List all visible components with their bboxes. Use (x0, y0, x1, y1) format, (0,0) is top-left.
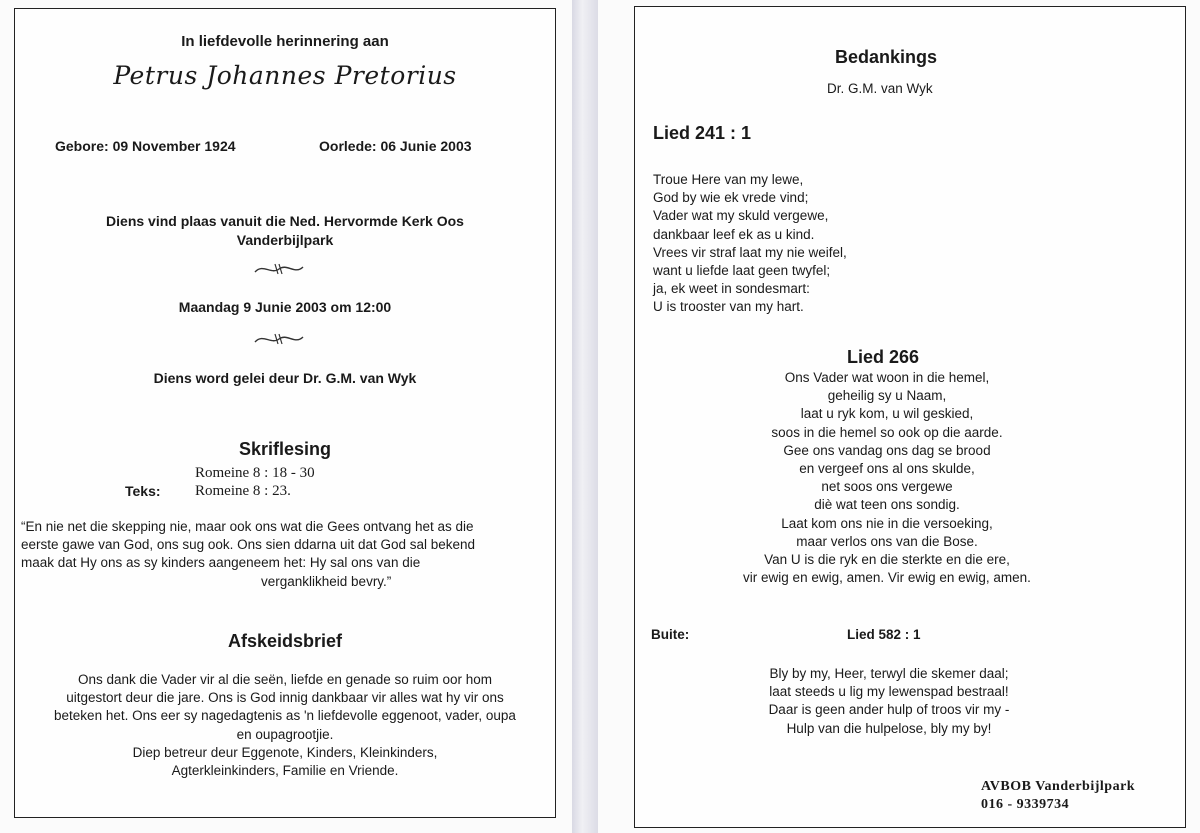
verse-line: net soos ons vergewe (821, 479, 953, 495)
farewell-letter (19, 671, 551, 780)
text-label: Teks: (125, 483, 161, 499)
farewell-line: Ons dank die Vader vir al die seën, liefde en genade so ruim oor hom (78, 672, 492, 687)
verse-line: maar verlos ons van die Bose. (796, 533, 978, 549)
left-card (14, 8, 556, 818)
verse-line: Bly by my, Heer, terwyl die skemer daal; (769, 666, 1009, 681)
verse-line: Daar is geen ander hulp of troos vir my - (768, 702, 1010, 718)
death-date: Oorlede: 06 Junie 2003 (319, 138, 472, 154)
hymn3-title: Lied 582 : 1 (847, 627, 921, 642)
hymn3-verse (639, 665, 1139, 738)
page-fold (572, 0, 598, 833)
verse-line: Vrees vir straf laat my nie weifel, (653, 244, 847, 260)
intro-text: In liefdevolle herinnering aan (181, 33, 389, 50)
farewell-line: Diep betreur deur Eggenote, Kinders, Kleinkinders, (132, 744, 438, 760)
deceased-name: Petrus Johannes Pretorius (113, 61, 457, 90)
outside-label: Buite: (651, 627, 690, 642)
verse-line: God by wie ek vrede vind; (653, 190, 809, 206)
scripture-quote (21, 518, 549, 591)
verse-line: Troue Here van my lewe, (653, 172, 804, 187)
scripture-reference: Romeine 8 : 18 - 30 (195, 465, 315, 481)
service-location-line2: Vanderbijlpark (236, 232, 334, 248)
officiant-line: Diens word gelei deur Dr. G.M. van Wyk (153, 370, 417, 386)
verse-line: want u liefde laat geen twyfel; (653, 263, 831, 279)
scripture-heading: Skriflesing (238, 439, 332, 459)
verse-line: U is trooster van my hart. (653, 299, 804, 315)
hymn1-verse (653, 171, 1053, 317)
farewell-line: Agterkleinkinders, Familie en Vriende. (171, 763, 399, 779)
quote-line: verganklikheid bevry.” (261, 573, 392, 589)
quote-line: “En nie net die skepping nie, maar ook ons wat die Gees ontvang het as die (21, 519, 474, 534)
thanks-author: Dr. G.M. van Wyk (827, 81, 933, 96)
verse-line: vir ewig en ewig, amen. Vir ewig en ewig, amen. (743, 570, 1031, 586)
hymn2-verse (639, 369, 1135, 587)
farewell-line: uitgestort deur die jare. Ons is God innig dankbaar vir alles wat hy vir ons (66, 690, 504, 706)
flourish-icon (251, 331, 307, 347)
hymn1-title: Lied 241 : 1 (653, 123, 752, 143)
verse-line: ja, ek weet in sondesmart: (653, 281, 810, 297)
thanks-heading: Bedankings (835, 47, 938, 67)
verse-line: Laat kom ons nie in die versoeking, (781, 515, 993, 531)
right-card (634, 6, 1186, 828)
birth-date: Gebore: 09 November 1924 (55, 138, 236, 154)
verse-line: geheilig sy u Naam, (827, 388, 947, 404)
verse-line: Hulp van die hulpelose, bly my by! (786, 720, 992, 736)
verse-line: laat steeds u lig my lewenspad bestraal! (769, 684, 1009, 700)
verse-line: Ons Vader wat woon in die hemel, (784, 370, 990, 385)
farewell-line: en oupagrootjie. (236, 726, 334, 742)
verse-line: diè wat teen ons sondig. (814, 497, 960, 513)
verse-line: Van U is die ryk en die sterkte en die ere, (764, 552, 1010, 568)
service-location-line1: Diens vind plaas vanuit die Ned. Hervormde Kerk Oos (106, 213, 464, 229)
verse-line: laat u ryk kom, u wil geskied, (800, 406, 974, 422)
verse-line: Vader wat my skuld vergewe, (653, 208, 829, 224)
verse-line: Gee ons vandag ons dag se brood (783, 442, 991, 458)
quote-line: eerste gawe van God, ons sug ook. Ons sien ddarna uit dat God sal bekend (21, 537, 476, 553)
farewell-line: beteken het. Ons eer sy nagedagtenis as 'n liefdevolle eggenoot, vader, oupa (54, 708, 516, 724)
text-reference: Romeine 8 : 23. (195, 483, 291, 499)
undertaker-phone: 016 - 9339734 (981, 797, 1070, 812)
farewell-heading: Afskeidsbrief (227, 631, 343, 651)
service-date-time: Maandag 9 Junie 2003 om 12:00 (178, 299, 392, 315)
hymn2-title: Lied 266 (847, 347, 920, 367)
verse-line: dankbaar leef ek as u kind. (653, 226, 815, 242)
verse-line: soos in die hemel so ook op die aarde. (771, 424, 1003, 440)
undertaker-name: AVBOB Vanderbijlpark (981, 779, 1136, 794)
flourish-icon (251, 261, 307, 277)
verse-line: en vergeef ons al ons skulde, (799, 461, 975, 477)
quote-line: maak dat Hy ons as sy kinders aangeneem het: Hy sal ons van die (21, 555, 421, 571)
